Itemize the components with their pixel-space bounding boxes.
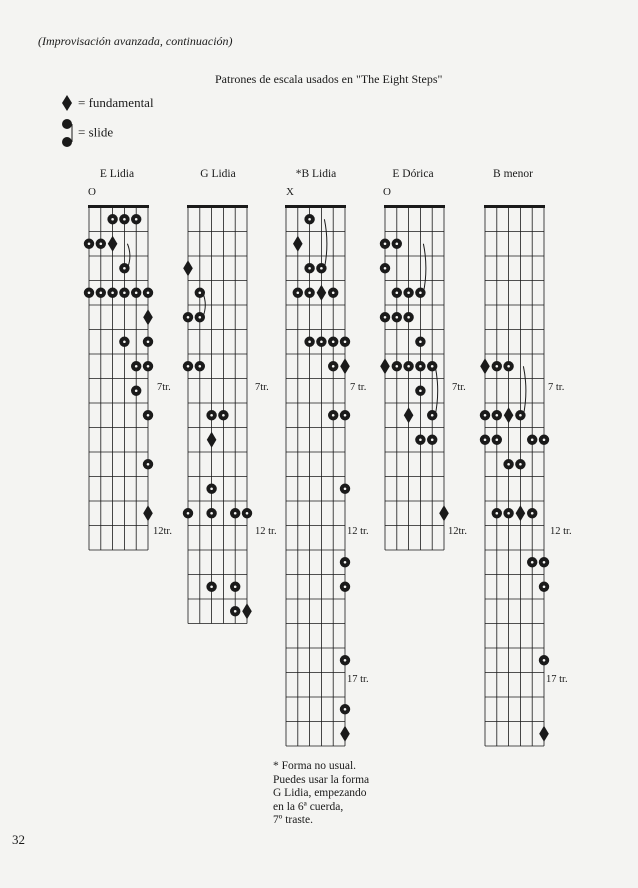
- root-diamond: [404, 407, 414, 423]
- note-dot-center: [111, 291, 114, 294]
- root-diamond: [293, 236, 303, 252]
- diagram-title-e-lidia: E Lidia: [99, 168, 135, 180]
- note-dot-center: [234, 610, 237, 613]
- slide-arc: [423, 244, 426, 293]
- footnote: [273, 760, 369, 828]
- open-string-mark: O: [88, 186, 96, 198]
- footnote-line: Puedes usar la forma: [273, 773, 370, 786]
- slide-arc: [435, 366, 438, 415]
- note-dot-center: [320, 267, 323, 270]
- slide-arc: [523, 366, 526, 415]
- note-dot-center: [308, 340, 311, 343]
- fret-label: 17 tr.: [546, 674, 568, 685]
- fret-label: 17 tr.: [347, 674, 369, 685]
- note-dot-center: [332, 365, 335, 368]
- page-number: 32: [12, 832, 25, 847]
- note-dot-center: [496, 365, 499, 368]
- note-dot-center: [431, 365, 434, 368]
- note-dot-center: [234, 512, 237, 515]
- root-diamond: [207, 432, 217, 448]
- note-dot-center: [320, 340, 323, 343]
- footnote-line: 7º traste.: [273, 814, 313, 826]
- root-diamond: [143, 505, 153, 521]
- note-dot-center: [431, 414, 434, 417]
- note-dot-center: [123, 291, 126, 294]
- note-dot-center: [123, 267, 126, 270]
- fret-label: 12 tr.: [255, 526, 277, 537]
- fret-label: 7tr.: [157, 382, 171, 393]
- fret-label: 12 tr.: [347, 526, 369, 537]
- root-diamond: [340, 358, 350, 374]
- note-dot-center: [507, 512, 510, 515]
- note-dot-center: [531, 512, 534, 515]
- fretboard-nut: [88, 205, 149, 208]
- note-dot-center: [210, 487, 213, 490]
- slide-arc: [324, 219, 327, 268]
- note-dot-center: [396, 242, 399, 245]
- note-dot-center: [88, 291, 91, 294]
- note-dot-center: [344, 340, 347, 343]
- legend-slide-label: = slide: [78, 124, 114, 140]
- note-dot-center: [210, 414, 213, 417]
- page-header: (Improvisación avanzada, continuación): [38, 34, 233, 48]
- note-dot-center: [543, 659, 546, 662]
- root-diamond: [380, 358, 390, 374]
- note-dot-center: [384, 242, 387, 245]
- note-dot-center: [210, 585, 213, 588]
- note-dot-center: [419, 340, 422, 343]
- note-dot-center: [384, 267, 387, 270]
- fret-label: 7tr.: [452, 382, 466, 393]
- note-dot-center: [308, 291, 311, 294]
- diagram-title-b-lidia: *B Lidia: [295, 168, 337, 180]
- note-dot-center: [396, 365, 399, 368]
- note-dot-center: [123, 340, 126, 343]
- note-dot-center: [135, 218, 138, 221]
- note-dot-center: [419, 389, 422, 392]
- legend-fundamental-label: = fundamental: [78, 95, 154, 110]
- note-dot-center: [344, 659, 347, 662]
- note-dot-center: [308, 218, 311, 221]
- note-dot-center: [100, 242, 103, 245]
- note-dot-center: [147, 414, 150, 417]
- note-dot-center: [507, 463, 510, 466]
- note-dot-center: [199, 316, 202, 319]
- root-diamond: [108, 236, 118, 252]
- note-dot-center: [419, 365, 422, 368]
- footnote-line: * Forma no usual.: [273, 760, 357, 772]
- note-dot-center: [199, 291, 202, 294]
- root-diamond: [317, 285, 327, 301]
- diagram-title-g-lidia: G Lidia: [200, 168, 236, 180]
- note-dot-center: [147, 463, 150, 466]
- fretboard-nut: [384, 205, 445, 208]
- note-dot-center: [332, 414, 335, 417]
- note-dot-center: [344, 585, 347, 588]
- note-dot-center: [344, 561, 347, 564]
- diagram-title-b-menor: B menor: [493, 168, 533, 180]
- note-dot-center: [543, 585, 546, 588]
- note-dot-center: [147, 365, 150, 368]
- note-dot-center: [187, 365, 190, 368]
- note-dot-center: [88, 242, 91, 245]
- note-dot-center: [308, 267, 311, 270]
- note-dot-center: [187, 512, 190, 515]
- note-dot-center: [332, 291, 335, 294]
- root-diamond: [143, 309, 153, 325]
- page-title: Patrones de escala usados en "The Eight Steps": [215, 72, 443, 86]
- note-dot-center: [297, 291, 300, 294]
- note-dot-center: [407, 365, 410, 368]
- note-dot-center: [496, 414, 499, 417]
- note-dot-center: [419, 291, 422, 294]
- note-dot-center: [519, 463, 522, 466]
- note-dot-center: [332, 340, 335, 343]
- note-dot-center: [234, 585, 237, 588]
- fret-label: 7 tr.: [548, 382, 565, 393]
- note-dot-center: [384, 316, 387, 319]
- note-dot-center: [344, 708, 347, 711]
- note-dot-center: [507, 365, 510, 368]
- note-dot-center: [519, 414, 522, 417]
- note-dot-center: [135, 389, 138, 392]
- note-dot-center: [531, 561, 534, 564]
- footnote-line: en la 6ª cuerda,: [273, 800, 344, 813]
- note-dot-center: [496, 438, 499, 441]
- root-diamond: [242, 603, 252, 619]
- fret-label: 7tr.: [255, 382, 269, 393]
- root-diamond: [340, 726, 350, 742]
- fretboard-nut: [187, 205, 248, 208]
- note-dot-center: [431, 438, 434, 441]
- note-dot-center: [344, 414, 347, 417]
- root-diamond: [183, 260, 193, 276]
- fret-label: 7 tr.: [350, 382, 367, 393]
- root-diamond: [516, 505, 526, 521]
- note-dot-center: [396, 316, 399, 319]
- note-dot-center: [407, 316, 410, 319]
- open-string-mark: O: [383, 186, 391, 198]
- note-dot-center: [111, 218, 114, 221]
- note-dot-center: [396, 291, 399, 294]
- note-dot-center: [123, 218, 126, 221]
- root-diamond: [504, 407, 514, 423]
- footnote-line: G Lidia, empezando: [273, 787, 367, 799]
- note-dot-center: [135, 365, 138, 368]
- note-dot-center: [147, 291, 150, 294]
- note-dot-center: [222, 414, 225, 417]
- note-dot-center: [210, 512, 213, 515]
- fret-label: 12tr.: [448, 526, 467, 537]
- note-dot-center: [246, 512, 249, 515]
- diagram-title-e-dorica: E Dórica: [392, 168, 434, 180]
- fretboard-nut: [285, 205, 346, 208]
- note-dot-center: [135, 291, 138, 294]
- fret-label: 12 tr.: [550, 526, 572, 537]
- fret-label: 12tr.: [153, 526, 172, 537]
- root-diamond: [539, 726, 549, 742]
- note-dot-center: [543, 438, 546, 441]
- note-dot-center: [344, 487, 347, 490]
- note-dot-center: [484, 414, 487, 417]
- note-dot-center: [419, 438, 422, 441]
- note-dot-center: [496, 512, 499, 515]
- muted-string-mark: X: [286, 186, 294, 198]
- note-dot-center: [531, 438, 534, 441]
- note-dot-center: [100, 291, 103, 294]
- note-dot-center: [484, 438, 487, 441]
- note-dot-center: [147, 340, 150, 343]
- fretboard-nut: [484, 205, 545, 208]
- root-diamond: [439, 505, 449, 521]
- root-diamond: [480, 358, 490, 374]
- note-dot-center: [187, 316, 190, 319]
- note-dot-center: [543, 561, 546, 564]
- note-dot-center: [199, 365, 202, 368]
- note-dot-center: [407, 291, 410, 294]
